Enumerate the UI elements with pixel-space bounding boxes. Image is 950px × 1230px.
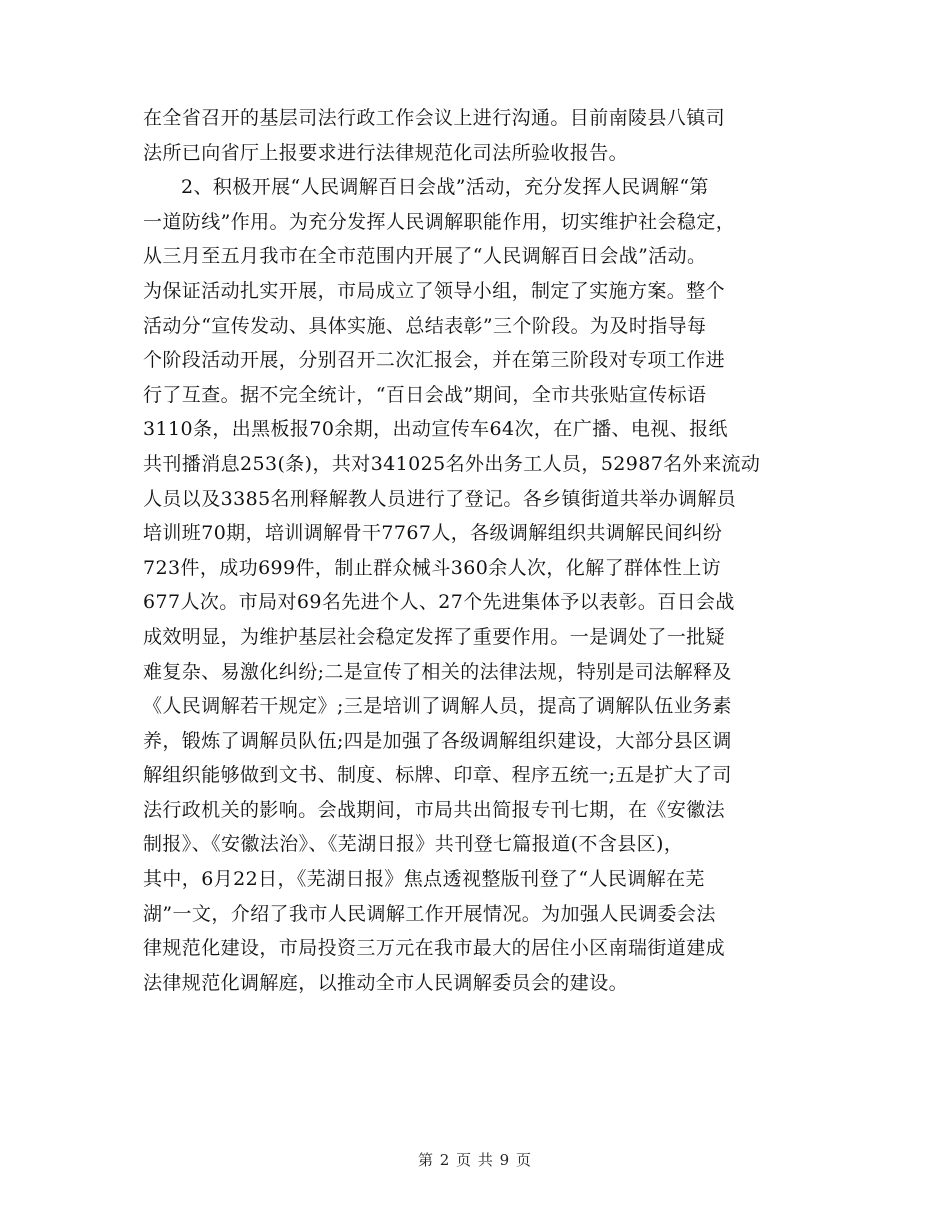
text-line: 其中，6月22日，《芜湖日报》焦点透视整版刊登了“人民调解在芜 (143, 868, 705, 891)
text-line: 法行政机关的影响。会战期间，市局共出简报专刊七期，在《安徽法 (143, 798, 726, 821)
text-line: 制报》、《安徽法治》、《芜湖日报》共刊登七篇报道(不含县区)， (143, 833, 684, 856)
text-line: 从三月至五月我市在全市范围内开展了“人民调解百日会战”活动。 (143, 245, 707, 268)
text-line: 677人次。市局对69名先进个人、27个先进集体予以表彰。百日会战 (143, 591, 735, 614)
text-line: 法律规范化调解庭，以推动全市人民调解委员会的建设。 (143, 971, 629, 994)
text-line: 《人民调解若干规定》;三是培训了调解人员，提高了调解队伍业务素 (143, 695, 732, 718)
text-line: 法所已向省厅上报要求进行法律规范化司法所验收报告。 (143, 141, 629, 164)
body-text (143, 101, 813, 1000)
text-line: 养，锻炼了调解员队伍;四是加强了各级调解组织建设，大部分县区调 (143, 729, 732, 752)
text-line: 一道防线”作用。为充分发挥人民调解职能作用，切实维护社会稳定， (143, 210, 736, 233)
text-line: 活动分“宣传发动、具体实施、总结表彰”三个阶段。为及时指导每 (143, 314, 707, 337)
text-line: 解组织能够做到文书、制度、标牌、印章、程序五统一;五是扩大了司 (143, 764, 732, 787)
text-line: 个阶段活动开展，分别召开二次汇报会，并在第三阶段对专项工作进 (143, 349, 726, 372)
text-line: 律规范化建设，市局投资三万元在我市最大的居住小区南瑞街道建成 (143, 937, 726, 960)
paragraph-start-line: 2、积极开展“人民调解百日会战”活动，充分发挥人民调解“第 (181, 176, 709, 199)
text-line: 共刊播消息253(条)，共对341025名外出务工人员，52987名外来流动 (143, 452, 761, 475)
text-line: 人员以及3385名刑释解教人员进行了登记。各乡镇街道共举办调解员 (143, 487, 737, 510)
text-line: 成效明显，为维护基层社会稳定发挥了重要作用。一是调处了一批疑 (143, 625, 726, 648)
text-line: 培训班70期，培训调解骨干7767人，各级调解组织共调解民间纠纷 (143, 522, 723, 545)
text-line: 723件，成功699件，制止群众械斗360余人次，化解了群体性上访 (143, 556, 721, 579)
text-line: 湖”一文，介绍了我市人民调解工作开展情况。为加强人民调委会法 (143, 902, 716, 925)
page-number-footer: 第 2 页 共 9 页 (418, 1151, 532, 1169)
text-line: 难复杂、易激化纠纷;二是宣传了相关的法律法规，特别是司法解释及 (143, 660, 732, 683)
text-line: 行了互查。据不完全统计，“百日会战”期间，全市共张贴宣传标语 (143, 383, 707, 406)
text-line: 为保证活动扎实开展，市局成立了领导小组，制定了实施方案。整个 (143, 279, 726, 302)
text-line: 3110条，出黑板报70余期，出动宣传车64次，在广播、电视、报纸 (143, 418, 728, 441)
text-line: 在全省召开的基层司法行政工作会议上进行沟通。目前南陵县八镇司 (143, 107, 726, 129)
